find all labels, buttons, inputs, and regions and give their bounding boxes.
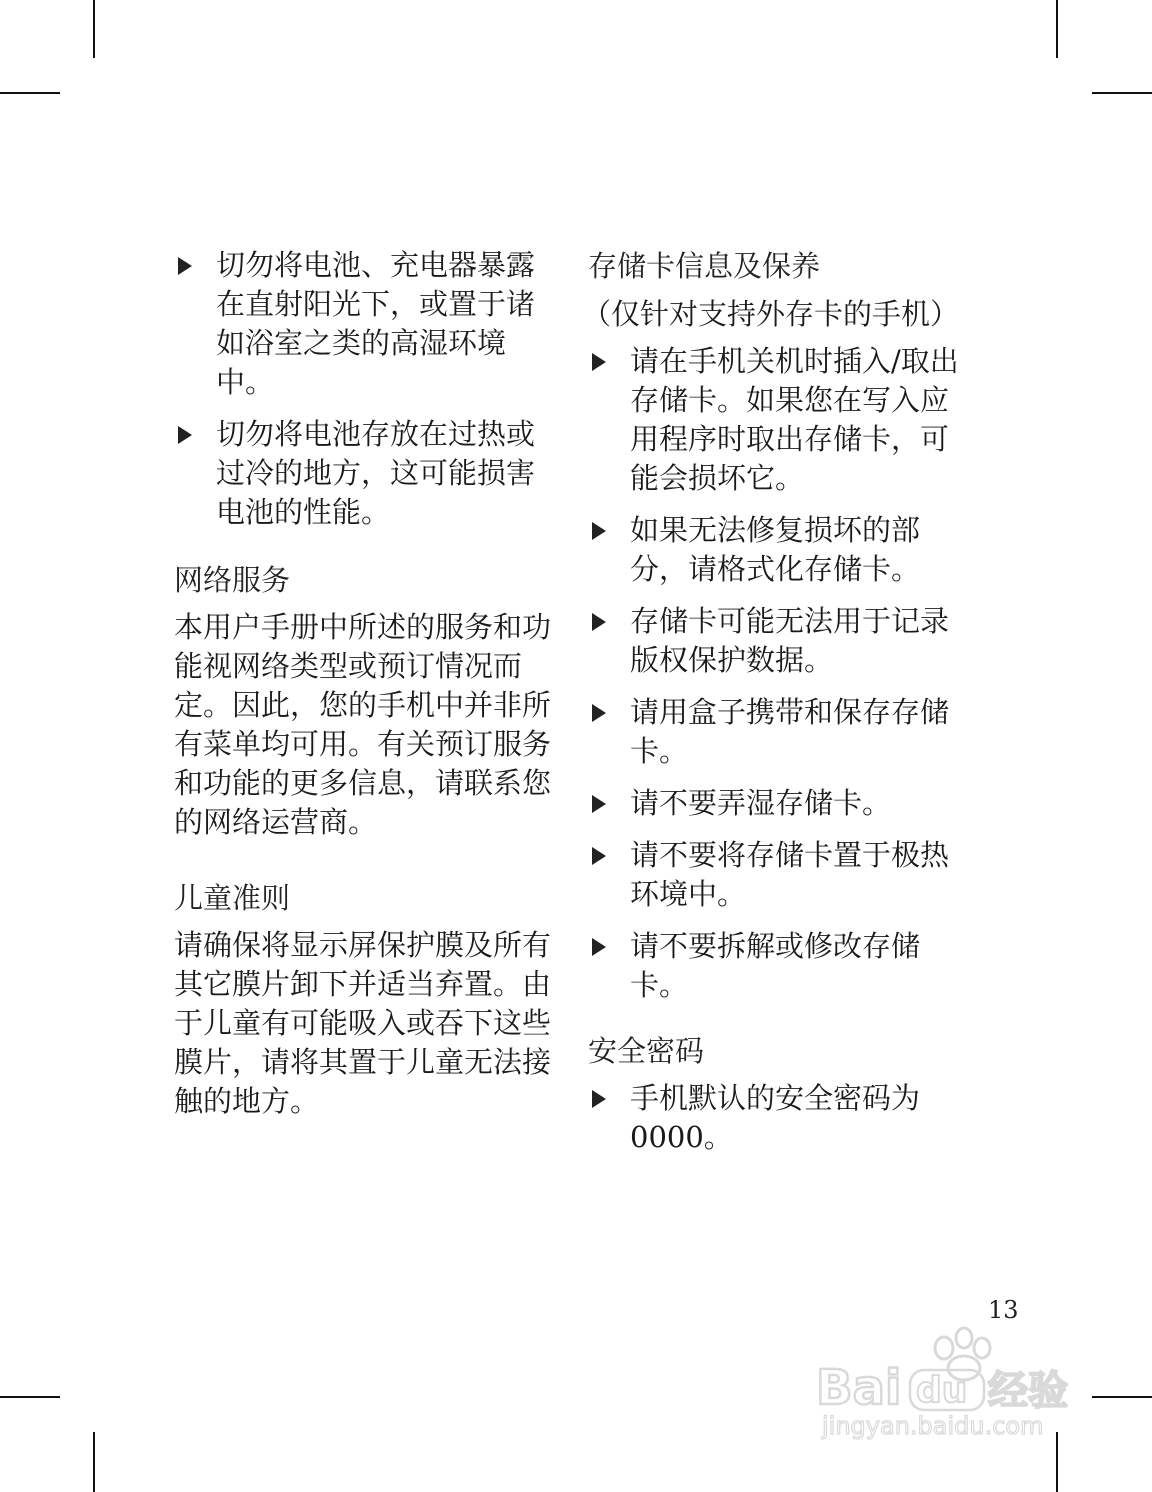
list-item [588,836,968,914]
page-number: 13 [988,1296,1019,1324]
bullet-text: 切勿将电池存放在过热或过冷的地方，这可能损害电池的性能。 [216,417,536,529]
list-item [588,1079,968,1157]
battery-bullet-list [174,246,554,532]
right-column [582,246,968,1170]
bullet-text: 存储卡可能无法用于记录版权保护数据。 [630,604,950,677]
triangle-bullet-icon [592,613,606,631]
crop-mark-top-right-vertical [1056,0,1058,58]
triangle-bullet-icon [592,938,606,956]
list-item [588,342,968,498]
list-item [588,784,968,823]
left-column [174,246,554,1121]
baidu-jingyan-watermark-logo [816,1322,1086,1442]
bullet-text: 请用盒子携带和保存存储卡。 [630,695,950,768]
crop-mark-top-left-vertical [93,0,95,58]
crop-mark-bottom-left-horizontal [0,1396,60,1398]
children-guidelines-text: 请确保将显示屏保护膜及所有其它膜片卸下并适当弃置。由于儿童有可能吸入或吞下这些膜片，请将其置于儿童无法接触的地方。 [174,928,552,1118]
network-services-text: 本用户手册中所述的服务和功能视网络类型或预订情况而定。因此，您的手机中并非所有菜单均可用。有关预订服务和功能的更多信息，请联系您的网络运营商。 [174,610,552,839]
triangle-bullet-icon [178,426,192,444]
triangle-bullet-icon [592,795,606,813]
svg-text:jingyan.baidu.com: jingyan.baidu.com [822,1412,1044,1440]
bullet-text: 手机默认的安全密码为0000。 [630,1081,921,1154]
triangle-bullet-icon [592,704,606,722]
bullet-text: 请不要弄湿存储卡。 [630,786,892,820]
bullet-text: 请不要拆解或修改存储卡。 [630,929,921,1002]
bullet-text: 切勿将电池、充电器暴露在直射阳光下，或置于诸如浴室之类的高湿环境中。 [216,248,536,399]
bullet-text: 如果无法修复损坏的部分，请格式化存储卡。 [630,513,921,586]
list-item [174,246,554,402]
list-item [588,927,968,1005]
triangle-bullet-icon [592,847,606,865]
triangle-bullet-icon [592,1090,606,1108]
memory-card-bullet-list [588,342,968,1005]
triangle-bullet-icon [178,257,192,275]
crop-mark-bottom-right-horizontal [1092,1396,1152,1398]
list-item [174,415,554,532]
crop-mark-top-right-horizontal [1092,92,1152,94]
list-item [588,511,968,589]
children-guidelines-heading: 儿童准则 [174,881,291,915]
memory-card-heading: 存储卡信息及保养 [588,249,821,283]
crop-mark-bottom-left-vertical [93,1432,95,1492]
memory-card-subheading: （仅针对支持外存卡的手机） [582,297,960,331]
svg-text:经验: 经验 [988,1368,1068,1414]
crop-mark-top-left-horizontal [0,92,60,94]
triangle-bullet-icon [592,522,606,540]
security-code-heading: 安全密码 [588,1034,705,1068]
bullet-text: 请不要将存储卡置于极热环境中。 [630,838,950,911]
network-services-heading: 网络服务 [174,563,291,597]
security-code-bullet-list [588,1079,968,1157]
list-item [588,602,968,680]
triangle-bullet-icon [592,353,606,371]
svg-text:Bai: Bai [816,1360,902,1416]
svg-text:du: du [916,1370,968,1411]
list-item [588,693,968,771]
bullet-text: 请在手机关机时插入/取出存储卡。如果您在写入应用程序时取出存储卡，可能会损坏它。 [630,344,959,495]
